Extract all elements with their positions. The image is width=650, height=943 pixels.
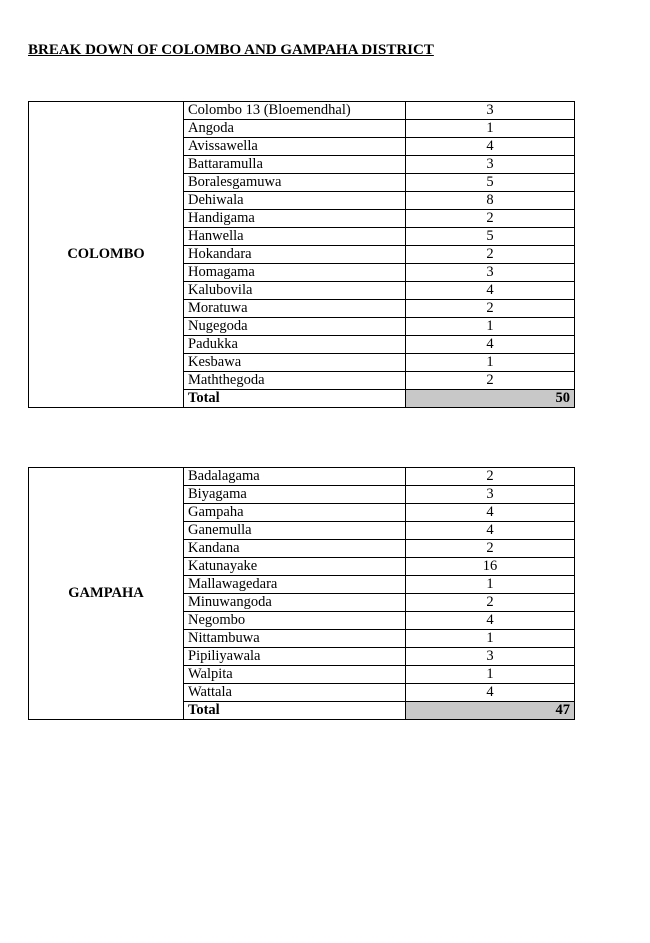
- count-cell: 4: [406, 336, 575, 354]
- area-name-cell: Ganemulla: [184, 522, 406, 540]
- count-cell: 2: [406, 210, 575, 228]
- area-name-cell: Mallawagedara: [184, 576, 406, 594]
- area-name-cell: Homagama: [184, 264, 406, 282]
- count-cell: 3: [406, 486, 575, 504]
- count-cell: 4: [406, 522, 575, 540]
- page-title: BREAK DOWN OF COLOMBO AND GAMPAHA DISTRICT: [28, 42, 434, 58]
- area-name-cell: Nugegoda: [184, 318, 406, 336]
- area-name-cell: Padukka: [184, 336, 406, 354]
- area-name-cell: Kesbawa: [184, 354, 406, 372]
- area-name-cell: Wattala: [184, 684, 406, 702]
- count-cell: 3: [406, 648, 575, 666]
- area-name-cell: Pipiliyawala: [184, 648, 406, 666]
- count-cell: 3: [406, 102, 575, 120]
- area-name-cell: Katunayake: [184, 558, 406, 576]
- area-name-cell: Colombo 13 (Bloemendhal): [184, 102, 406, 120]
- total-label: Total: [184, 390, 406, 408]
- area-name-cell: Hokandara: [184, 246, 406, 264]
- area-name-cell: Boralesgamuwa: [184, 174, 406, 192]
- area-name-cell: Moratuwa: [184, 300, 406, 318]
- colombo-district-table: [28, 101, 575, 408]
- count-cell: 2: [406, 246, 575, 264]
- area-name-cell: Walpita: [184, 666, 406, 684]
- count-cell: 4: [406, 684, 575, 702]
- area-name-cell: Maththegoda: [184, 372, 406, 390]
- count-cell: 1: [406, 354, 575, 372]
- area-name-cell: Biyagama: [184, 486, 406, 504]
- count-cell: 5: [406, 174, 575, 192]
- count-cell: 2: [406, 300, 575, 318]
- district-name: COLOMBO: [29, 102, 184, 408]
- count-cell: 1: [406, 666, 575, 684]
- count-cell: 16: [406, 558, 575, 576]
- area-name-cell: Gampaha: [184, 504, 406, 522]
- area-name-cell: Kandana: [184, 540, 406, 558]
- gampaha-district-table: [28, 467, 575, 720]
- gampaha-table-body: [29, 468, 575, 720]
- area-name-cell: Battaramulla: [184, 156, 406, 174]
- area-name-cell: Kalubovila: [184, 282, 406, 300]
- count-cell: 1: [406, 576, 575, 594]
- area-name-cell: Hanwella: [184, 228, 406, 246]
- colombo-table-body: [29, 102, 575, 408]
- count-cell: 2: [406, 468, 575, 486]
- count-cell: 4: [406, 138, 575, 156]
- count-cell: 2: [406, 594, 575, 612]
- table-row: [29, 102, 575, 120]
- count-cell: 3: [406, 156, 575, 174]
- count-cell: 3: [406, 264, 575, 282]
- count-cell: 8: [406, 192, 575, 210]
- count-cell: 1: [406, 318, 575, 336]
- total-label: Total: [184, 702, 406, 720]
- area-name-cell: Handigama: [184, 210, 406, 228]
- count-cell: 4: [406, 282, 575, 300]
- area-name-cell: Dehiwala: [184, 192, 406, 210]
- count-cell: 1: [406, 120, 575, 138]
- count-cell: 5: [406, 228, 575, 246]
- table-row: [29, 468, 575, 486]
- count-cell: 1: [406, 630, 575, 648]
- count-cell: 4: [406, 612, 575, 630]
- area-name-cell: Negombo: [184, 612, 406, 630]
- area-name-cell: Avissawella: [184, 138, 406, 156]
- area-name-cell: Angoda: [184, 120, 406, 138]
- count-cell: 2: [406, 372, 575, 390]
- total-value: 47: [406, 702, 575, 720]
- count-cell: 2: [406, 540, 575, 558]
- count-cell: 4: [406, 504, 575, 522]
- area-name-cell: Nittambuwa: [184, 630, 406, 648]
- area-name-cell: Badalagama: [184, 468, 406, 486]
- area-name-cell: Minuwangoda: [184, 594, 406, 612]
- district-name: GAMPAHA: [29, 468, 184, 720]
- total-value: 50: [406, 390, 575, 408]
